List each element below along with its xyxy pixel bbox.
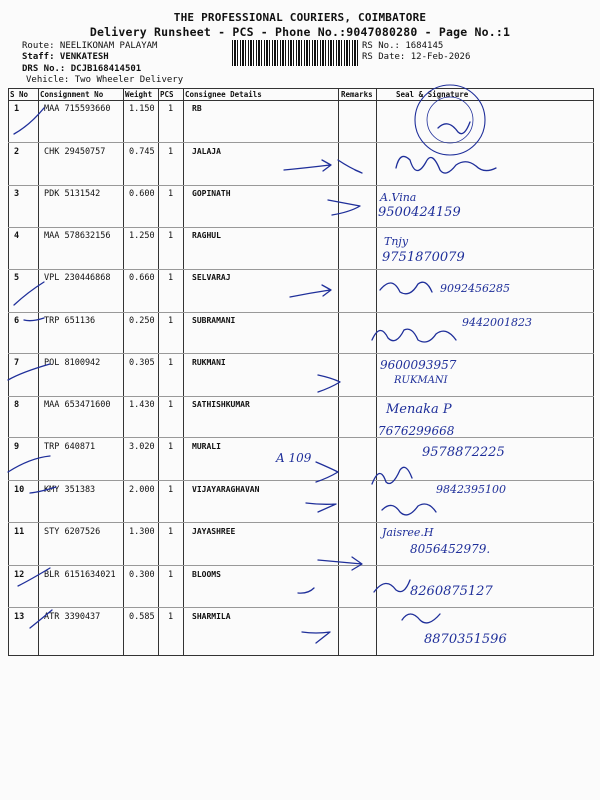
row-weight: 0.305 [129,358,155,368]
vehicle-label: Vehicle: Two Wheeler Delivery [26,75,184,85]
row-weight: 0.300 [129,570,155,580]
row-consignee: BLOOMS [192,570,221,579]
handwritten-phone: 8870351596 [424,632,507,647]
row-weight: 1.430 [129,400,155,410]
row-sno: 8 [14,400,20,410]
row-pcs: 1 [168,570,174,580]
handwritten-name: Jaisree.H [382,526,434,539]
row-sno: 1 [14,104,20,114]
row-consignee: VIJAYARAGHAVAN [192,485,260,494]
row-pcs: 1 [168,147,174,157]
row-weight: 0.585 [129,612,155,622]
company-title: THE PROFESSIONAL COURIERS, COIMBATORE [173,11,427,24]
runsheet-subtitle: Delivery Runsheet - PCS - Phone No.:9047080280 - Page No.:1 [89,25,511,39]
row-sno: 12 [14,570,25,580]
row-divider [8,396,594,397]
row-weight: 3.020 [129,442,155,452]
row-consignment: MAA 653471600 [44,400,111,410]
col-weight: Weight [125,90,153,99]
row-weight: 1.250 [129,231,155,241]
row-sno: 9 [14,442,20,452]
col-divider [158,88,159,656]
row-pcs: 1 [168,612,174,622]
row-divider [8,607,594,608]
handwritten-phone: 9751870079 [382,250,465,265]
row-consignment: MAA 715593660 [44,104,111,114]
handwritten-phone: 9842395100 [436,483,506,496]
table-header [8,88,594,101]
row-pcs: 1 [168,400,174,410]
row-divider [8,227,594,228]
row-consignee: GOPINATH [192,189,231,198]
row-consignment: PDK 5131542 [44,189,101,199]
row-pcs: 1 [168,273,174,283]
row-sno: 7 [14,358,20,368]
drs-number: DRS No.: DCJB168414501 [22,64,142,74]
row-divider [8,353,594,354]
handwritten-name: Tnjy [384,235,409,248]
row-divider [8,312,594,313]
row-divider [8,437,594,438]
row-consignee: RAGHUL [192,231,221,240]
row-consignment: MAA 578632156 [44,231,111,241]
row-sno: 3 [14,189,20,199]
row-sno: 11 [14,527,25,537]
barcode-image [232,40,358,66]
row-consignee: RB [192,104,202,113]
row-sno: 4 [14,231,20,241]
row-sno: 6 [14,316,20,326]
handwritten-name: RUKMANI [394,375,448,386]
handwritten-phone: 9578872225 [422,445,505,460]
route-label: Route: NEELIKONAM PALAYAM [22,41,158,51]
row-weight: 1.300 [129,527,155,537]
col-divider [338,88,339,656]
row-consignee: SUBRAMANI [192,316,236,325]
row-pcs: 1 [168,231,174,241]
row-consignee: JALAJA [192,147,221,156]
row-consignment: ATR 3390437 [44,612,101,622]
col-sno: S No [10,90,29,99]
row-weight: 0.660 [129,273,155,283]
row-weight: 0.745 [129,147,155,157]
handwritten-phone: 9500424159 [378,205,461,220]
row-consignment: TRP 651136 [44,316,96,326]
handwritten-phone: 8260875127 [410,584,493,599]
handwritten-phone: 8056452979. [410,542,491,556]
col-divider [123,88,124,656]
row-weight: 1.150 [129,104,155,114]
col-remarks: Remarks [341,90,373,99]
row-consignee: SELVARAJ [192,273,231,282]
row-consignee: SHARMILA [192,612,231,621]
row-sno: 5 [14,273,20,283]
row-sno: 13 [14,612,25,622]
row-divider [8,480,594,481]
row-weight: 0.250 [129,316,155,326]
row-consignee: JAYASHREE [192,527,236,536]
row-pcs: 1 [168,358,174,368]
row-consignment: KMY 351383 [44,485,96,495]
col-divider [38,88,39,656]
row-consignment: VPL 230446868 [44,273,111,283]
row-divider [8,565,594,566]
col-pcs: PCS [160,90,174,99]
row-consignee: MURALI [192,442,221,451]
row-consignee: RUKMANI [192,358,226,367]
row-weight: 2.000 [129,485,155,495]
row-pcs: 1 [168,527,174,537]
row-weight: 0.600 [129,189,155,199]
handwritten-note: A 109 [276,451,312,465]
row-consignment: BLR 6151634021 [44,570,116,580]
col-divider [183,88,184,656]
handwritten-phone: 7676299668 [378,424,455,438]
row-consignment: TRP 640871 [44,442,96,452]
row-divider [8,185,594,186]
col-consignment: Consignment No [40,90,104,99]
row-divider [8,269,594,270]
row-divider [8,522,594,523]
handwritten-name: Menaka P [386,402,452,417]
handwritten-phone: 9600093957 [380,358,457,372]
row-pcs: 1 [168,316,174,326]
staff-label: Staff: VENKATESH [22,52,109,62]
row-pcs: 1 [168,442,174,452]
handwritten-name: A.Vina [380,191,417,204]
col-divider [376,88,377,656]
handwritten-phone: 9092456285 [440,282,510,295]
row-consignment: STY 6207526 [44,527,101,537]
row-pcs: 1 [168,189,174,199]
row-pcs: 1 [168,104,174,114]
row-pcs: 1 [168,485,174,495]
row-sno: 10 [14,485,25,495]
handwritten-phone: 9442001823 [462,316,532,329]
rs-date: RS Date: 12-Feb-2026 [362,52,471,62]
rs-number: RS No.: 1684145 [362,41,444,51]
col-consignee: Consignee Details [185,90,262,99]
row-sno: 2 [14,147,20,157]
col-seal: Seal & Signature [396,90,469,99]
row-consignment: CHK 29450757 [44,147,106,157]
row-consignment: POL 8100942 [44,358,101,368]
row-consignee: SATHISHKUMAR [192,400,250,409]
row-divider [8,142,594,143]
